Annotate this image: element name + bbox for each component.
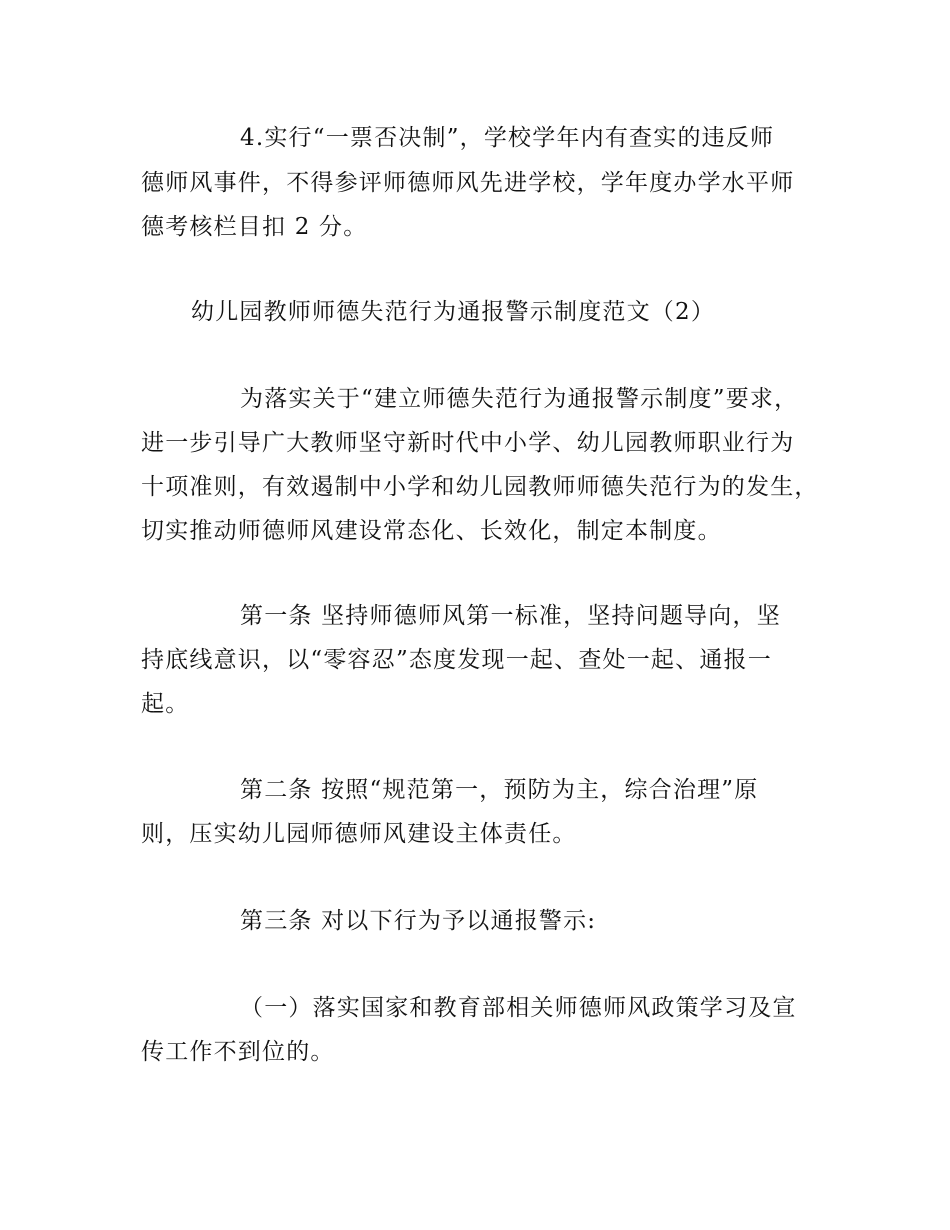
- intro-line-1: 为落实关于“建立师德失范行为通报警示制度”要求，: [240, 386, 799, 412]
- item1-line-1: （一）落实国家和教育部相关师德师风政策学习及宣: [240, 995, 797, 1021]
- section4-line-2: 德师风事件，不得参评师德师风先进学校，学年度办学水平师: [141, 170, 795, 196]
- article1-line-1: 第一条 坚持师德师风第一标准，坚持问题导向，坚: [240, 603, 781, 629]
- article2-line-1: 第二条 按照“规范第一，预防为主，综合治理”原: [240, 777, 759, 803]
- intro-line-2: 进一步引导广大教师坚守新时代中小学、幼儿园教师职业行为: [141, 430, 795, 456]
- section4-line-1: 4.实行“一票否决制”，学校学年内有查实的违反师: [240, 125, 775, 151]
- article2-line-2: 则，压实幼儿园师德师风建设主体责任。: [141, 821, 577, 847]
- document-heading: 幼儿园教师师德失范行为通报警示制度范文（2）: [191, 299, 716, 325]
- article1-line-2: 持底线意识，以“零容忍”态度发现一起、查处一起、通报一: [141, 647, 772, 673]
- intro-line-3: 十项准则，有效遏制中小学和幼儿园教师师德失范行为的发生，: [141, 474, 819, 500]
- section4-line-3: 德考核栏目扣 2 分。: [141, 214, 368, 240]
- article3-line-1: 第三条 对以下行为予以通报警示:: [240, 908, 597, 934]
- article1-line-3: 起。: [141, 691, 190, 717]
- item1-line-2: 传工作不到位的。: [141, 1039, 335, 1065]
- intro-line-4: 切实推动师德师风建设常态化、长效化，制定本制度。: [141, 518, 722, 544]
